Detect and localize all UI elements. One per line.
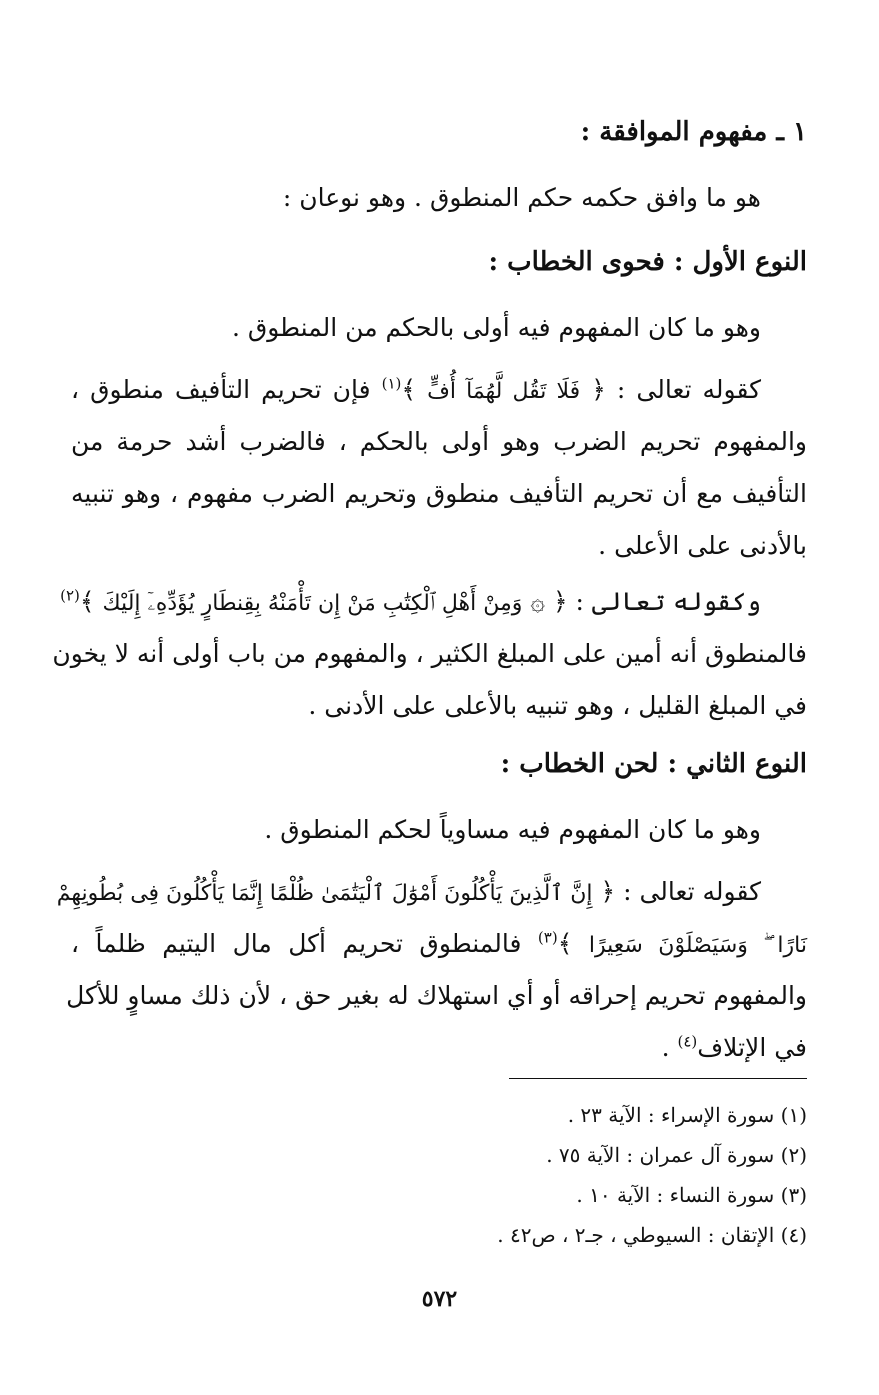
type2-heading: النوع الثاني : لحن الخطاب : (500, 749, 807, 779)
footnote-1: (١) سورة الإسراء : الآية ٢٣ . (567, 1103, 807, 1127)
footnote-3: (٣) سورة النساء : الآية ١٠ . (576, 1183, 807, 1207)
type2-example-line3: والمفهوم تحريم إحراقه أو أي استهلاك له بغير حق ، لأن ذلك مساوٍ للأكل (66, 981, 807, 1010)
text-segment: ﴾ (557, 929, 573, 958)
quran-verse: إِنَّ ٱلَّذِينَ يَأْكُلُونَ أَمْوَٰلَ ٱلْيَتَٰمَىٰ ظُلْمًا إِنَّمَا يَأْكُلُونَ فِى بُطُونِهِمْ (56, 881, 593, 906)
text-segment: فالمنطوق تحريم أكل مال اليتيم ظلماً ، (71, 929, 522, 958)
type1-heading: النوع الأول : فحوى الخطاب : (488, 247, 807, 277)
type1-example2-line3: في المبلغ القليل ، وهو تنبيه بالأعلى على الأدنى . (308, 691, 807, 720)
definition-text: هو ما وافق حكمه حكم المنطوق . وهو نوعان : (282, 183, 761, 212)
text-segment: . (661, 1033, 670, 1062)
footnote-ref: (٣) (537, 928, 558, 947)
type2-example-line1 (56, 872, 761, 914)
type2-definition: وهو ما كان المفهوم فيه مساوياً لحكم المنطوق . (264, 815, 761, 844)
footnote-ref: (٢) (60, 586, 80, 605)
type1-example2-line1 (60, 582, 761, 624)
quran-verse: فَلَا تَقُل لَّهُمَآ أُفٍّ (427, 379, 581, 404)
quran-verse: نَارًا ۖ وَسَيَصْلَوْنَ سَعِيرًا (588, 933, 807, 958)
text-segment: كقوله تعالى : ﴿ (600, 877, 761, 906)
type2-example-line2 (71, 924, 807, 966)
text-segment: ﴾ (401, 375, 417, 404)
section-heading: ١ ـ مفهوم الموافقة : (580, 117, 807, 147)
footnote-separator (509, 1078, 807, 1079)
page-number: ٥٧٢ (421, 1286, 458, 1312)
type1-example2-line2: فالمنطوق أنه أمين على المبلغ الكثير ، والمفهوم من باب أولى أنه لا يخون (52, 639, 807, 668)
text-segment: وكقوله تعالى : ﴿ ۞ (530, 587, 761, 616)
footnote-ref: (٤) (677, 1032, 698, 1051)
type1-example1-line3: التأفيف مع أن تحريم التأفيف منطوق وتحريم الضرب مفهوم ، وهو تنبيه (71, 479, 807, 508)
footnote-ref: (١) (381, 374, 402, 393)
text-segment: ﴾ (79, 587, 95, 616)
footnote-2: (٢) سورة آل عمران : الآية ٧٥ . (546, 1143, 807, 1167)
quran-verse: وَمِنْ أَهْلِ ٱلْكِتَٰبِ مَنْ إِن تَأْمَنْهُ بِقِنطَارٍ يُؤَدِّهِۦٓ إِلَيْكَ (102, 591, 523, 616)
text-segment: في الإتلاف (697, 1033, 807, 1062)
text-segment: فإن تحريم التأفيف منطوق ، (71, 375, 371, 404)
type1-example1-line2: والمفهوم تحريم الضرب وهو أولى بالحكم ، فالضرب أشد حرمة من (71, 427, 807, 456)
text-segment: كقوله تعالى : ﴿ (591, 375, 761, 404)
type1-example1-line1 (71, 370, 761, 412)
type1-example1-line4: بالأدنى على الأعلى . (598, 531, 807, 560)
footnote-4: (٤) الإتقان : السيوطي ، جـ٢ ، ص٤٢ . (497, 1223, 807, 1247)
type1-definition: وهو ما كان المفهوم فيه أولى بالحكم من المنطوق . (231, 313, 761, 342)
type2-example-line4 (71, 1028, 807, 1068)
